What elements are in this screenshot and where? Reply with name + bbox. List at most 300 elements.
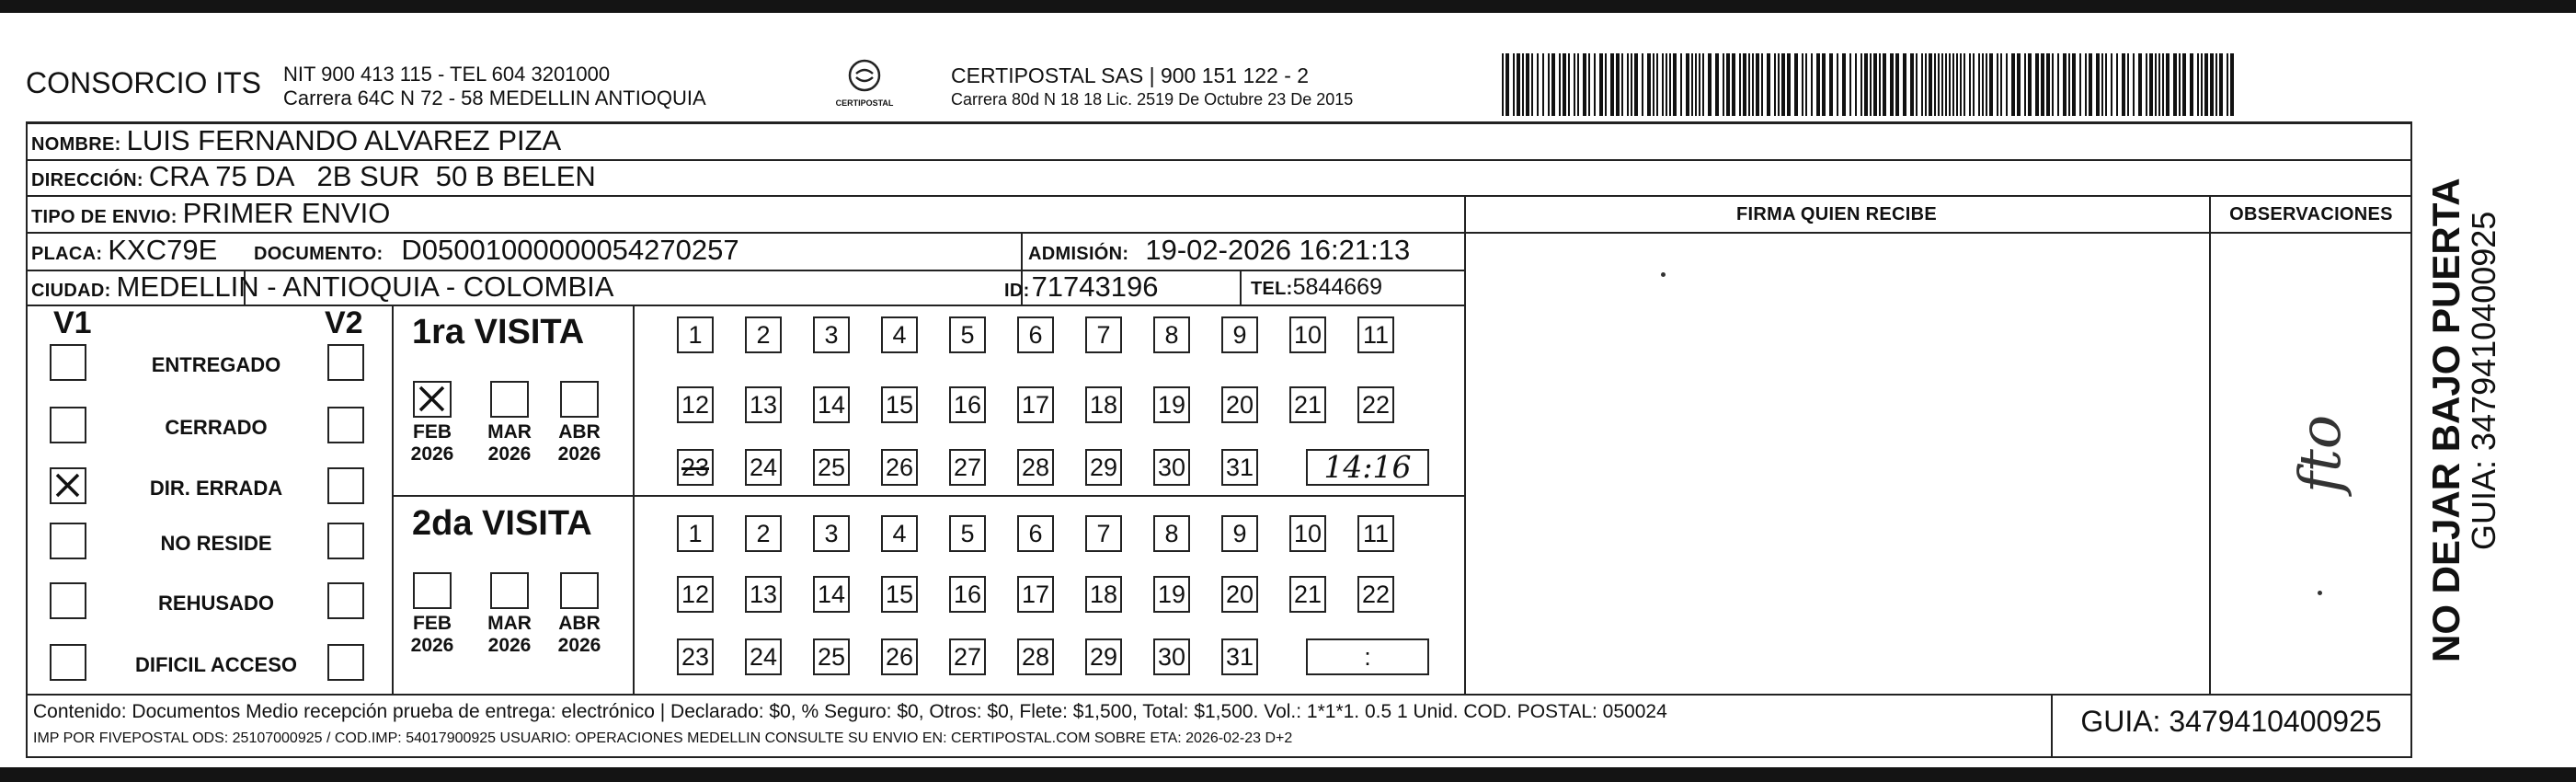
month-checkbox[interactable] — [560, 381, 599, 418]
month-year: 2026 — [487, 635, 532, 656]
barcode-bar — [2146, 53, 2147, 116]
tel-value: 5844669 — [1292, 274, 1382, 300]
tel-field — [1251, 274, 1382, 301]
barcode-bar — [1816, 53, 1820, 116]
status-divider — [392, 305, 394, 696]
day-box[interactable]: 31 — [1221, 449, 1258, 486]
barcode-bar — [1563, 53, 1566, 116]
nombre-label: NOMBRE: — [31, 134, 121, 155]
barcode-bar — [2219, 53, 2223, 116]
v2-checkbox[interactable] — [327, 467, 364, 504]
barcode-bar — [1916, 53, 1918, 116]
barcode-bar — [2024, 53, 2026, 116]
day-box[interactable]: 7 — [1085, 515, 1122, 552]
v1-checkbox[interactable] — [50, 644, 86, 681]
day-box[interactable]: 23 — [677, 449, 714, 486]
day-box[interactable]: 11 — [1357, 316, 1394, 353]
day-box[interactable]: 3 — [813, 515, 850, 552]
ciudad-label: CIUDAD: — [31, 281, 111, 301]
barcode-bar — [2063, 53, 2067, 116]
direccion-value: CRA 75 DA 2B SUR 50 B BELEN — [148, 160, 596, 192]
status-label: DIR. ERRADA — [149, 477, 283, 500]
ciudad-field — [31, 270, 613, 304]
barcode-bar — [1588, 53, 1590, 116]
barcode-bar — [1513, 53, 1515, 116]
barcode-bar — [1895, 53, 1899, 116]
barcode-bar — [2057, 53, 2059, 116]
day-box[interactable]: 2 — [745, 515, 782, 552]
barcode-bar — [2072, 53, 2076, 116]
ink-dot — [2318, 591, 2322, 595]
month-name: FEB — [413, 421, 452, 443]
month-label — [404, 613, 461, 657]
day-box[interactable]: 4 — [881, 316, 918, 353]
month-label — [481, 613, 538, 657]
barcode-bar — [1761, 53, 1763, 116]
v1-checkbox[interactable] — [50, 467, 86, 504]
nombre-value: LUIS FERNANDO ALVAREZ PIZA — [126, 124, 562, 156]
barcode-bar — [1934, 53, 1936, 116]
day-box[interactable]: 24 — [745, 638, 782, 675]
month-year: 2026 — [410, 635, 454, 656]
placa-label: PLACA: — [31, 244, 103, 264]
barcode-bar — [1802, 53, 1803, 116]
tipo-envio-label: TIPO DE ENVIO: — [31, 207, 177, 227]
footer-line — [26, 694, 2412, 696]
v1-checkbox[interactable] — [50, 582, 86, 619]
barcode-bar — [2101, 53, 2103, 116]
barcode-bar — [2122, 53, 2125, 116]
company-nit-line: NIT 900 413 115 - TEL 604 3201000 — [283, 63, 611, 86]
day-box[interactable]: 4 — [881, 515, 918, 552]
v1-checkbox[interactable] — [50, 523, 86, 559]
month-year: 2026 — [487, 443, 532, 465]
visit-separator — [392, 495, 1466, 497]
barcode-bar — [1669, 53, 1671, 116]
barcode-bar — [1599, 53, 1603, 116]
barcode-bar — [1702, 53, 1704, 116]
bottom-scan-border — [0, 767, 2576, 782]
barcode-bar — [2149, 53, 2153, 116]
admision-value: 19-02-2026 16:21:13 — [1145, 234, 1411, 266]
barcode-bar — [1774, 53, 1776, 116]
barcode-bar — [1506, 53, 1509, 116]
id-field — [1004, 270, 1159, 304]
barcode-bar — [1691, 53, 1693, 116]
top-scan-border — [0, 0, 2576, 13]
barcode-bar — [1787, 53, 1791, 116]
day-box[interactable]: 3 — [813, 316, 850, 353]
day-box[interactable]: 2 — [745, 316, 782, 353]
v1-checkbox[interactable] — [50, 407, 86, 443]
barcode-bar — [1621, 53, 1623, 116]
month-checkbox[interactable] — [413, 572, 452, 609]
firma-header: FIRMA QUIEN RECIBE — [1736, 204, 1937, 224]
barcode-bar — [1829, 53, 1833, 116]
day-box[interactable]: 19 — [1153, 386, 1190, 423]
barcode-bar — [1921, 53, 1923, 116]
day-box[interactable]: 21 — [1289, 386, 1326, 423]
barcode-bar — [2190, 53, 2193, 116]
day-box[interactable]: 16 — [949, 386, 986, 423]
certipostal-logo — [832, 57, 897, 108]
day-box[interactable]: 8 — [1153, 316, 1190, 353]
nombre-field — [31, 124, 561, 157]
barcode-bar — [2197, 53, 2199, 116]
day-box[interactable]: 12 — [677, 576, 714, 613]
day-box[interactable]: 7 — [1085, 316, 1122, 353]
day-box[interactable]: 15 — [881, 386, 918, 423]
barcode-bar — [2041, 53, 2044, 116]
day-box[interactable]: 27 — [949, 638, 986, 675]
month-name: ABR — [558, 421, 601, 443]
barcode-bar — [1837, 53, 1838, 116]
barcode-bar — [2000, 53, 2002, 116]
v1-label: V1 — [53, 305, 92, 340]
barcode-bar — [1910, 53, 1914, 116]
day-box[interactable]: 14 — [813, 576, 850, 613]
day-box[interactable]: 5 — [949, 515, 986, 552]
barcode-bar — [1982, 53, 1984, 116]
barcode-bar — [1531, 53, 1533, 116]
direccion-label: DIRECCIÓN: — [31, 170, 143, 190]
status-label: ENTREGADO — [151, 353, 281, 376]
barcode-bar — [2210, 53, 2214, 116]
day-box[interactable]: 1 — [677, 515, 714, 552]
ciudad-value: MEDELLIN - ANTIOQUIA - COLOMBIA — [116, 270, 614, 303]
day-box[interactable]: 28 — [1017, 638, 1054, 675]
barcode-bar — [2017, 53, 2021, 116]
id-label: ID: — [1004, 281, 1030, 301]
barcode-bar — [1949, 53, 1951, 116]
day-box[interactable]: 9 — [1221, 515, 1258, 552]
barcode-bar — [1890, 53, 1894, 116]
documento-field — [254, 234, 739, 267]
day-box[interactable]: 29 — [1085, 638, 1122, 675]
barcode-bar — [2079, 53, 2081, 116]
barcode-bar — [1945, 53, 1947, 116]
tel-divider — [1240, 270, 1242, 306]
barcode-bar — [1631, 53, 1632, 116]
footer-guia: GUIA: 3479410400925 — [2080, 705, 2382, 738]
company-address-line: Carrera 64C N 72 - 58 MEDELLIN ANTIOQUIA — [283, 86, 706, 109]
logo-icon — [846, 57, 883, 94]
barcode-bar — [1781, 53, 1785, 116]
status-label: REHUSADO — [158, 592, 274, 615]
barcode-bar — [1502, 53, 1504, 116]
company-name: CONSORCIO ITS — [26, 66, 262, 99]
month-checkbox[interactable] — [560, 572, 599, 609]
v2-checkbox[interactable] — [327, 407, 364, 443]
barcode-bar — [2155, 53, 2157, 116]
barcode-bar — [2230, 53, 2234, 116]
company-info — [283, 63, 706, 110]
barcode-bar — [1822, 53, 1826, 116]
day-box[interactable]: 25 — [813, 638, 850, 675]
barcode-bar — [2201, 53, 2203, 116]
barcode-bar — [1653, 53, 1654, 116]
day-box[interactable]: 9 — [1221, 316, 1258, 353]
barcode-bar — [1997, 53, 1998, 116]
day-box[interactable]: 10 — [1289, 316, 1326, 353]
visit-title: 1ra VISITA — [412, 313, 585, 351]
barcode-bar — [2182, 53, 2186, 116]
id-value: 71743196 — [1031, 270, 1159, 303]
barcode-bar — [1956, 53, 1958, 116]
time-box[interactable]: : — [1306, 638, 1429, 675]
admision-left-divider — [1021, 232, 1023, 270]
day-box[interactable]: 14 — [813, 386, 850, 423]
day-box[interactable]: 22 — [1357, 576, 1394, 613]
day-box[interactable]: 10 — [1289, 515, 1326, 552]
barcode-bar — [1925, 53, 1927, 116]
barcode-bar — [1732, 53, 1735, 116]
visit-divider — [633, 305, 635, 696]
barcode-bar — [1860, 53, 1862, 116]
barcode-bar — [2227, 53, 2228, 116]
admision-label: ADMISIÓN: — [1028, 244, 1129, 264]
barcode-bar — [1929, 53, 1932, 116]
barcode-bar — [2011, 53, 2015, 116]
documento-value: D05001000000054270257 — [401, 234, 739, 266]
day-box[interactable]: 27 — [949, 449, 986, 486]
day-box[interactable]: 18 — [1085, 386, 1122, 423]
month-label — [481, 421, 538, 466]
month-label — [404, 421, 461, 466]
barcode-bar — [1517, 53, 1520, 116]
day-box[interactable]: 19 — [1153, 576, 1190, 613]
barcode-bar — [1849, 53, 1851, 116]
tel-label: TEL: — [1251, 279, 1293, 299]
month-label — [551, 421, 608, 466]
barcode-bar — [1708, 53, 1712, 116]
barcode-bar — [2162, 53, 2164, 116]
barcode-bar — [1756, 53, 1759, 116]
status-label: CERRADO — [165, 416, 268, 439]
barcode-bar — [1938, 53, 1940, 116]
tracking-barcode — [1502, 53, 2239, 116]
barcode-bar — [2116, 53, 2118, 116]
barcode-bar — [1883, 53, 1886, 116]
side-warning: NO DEJAR BAJO PUERTA — [2424, 178, 2467, 662]
time-box[interactable]: 14:16 — [1306, 449, 1429, 486]
barcode-bar — [2068, 53, 2070, 116]
barcode-bar — [1695, 53, 1697, 116]
day-box[interactable]: 13 — [745, 386, 782, 423]
month-checkbox[interactable] — [413, 381, 452, 418]
placa-value: KXC79E — [108, 234, 218, 266]
barcode-bar — [1989, 53, 1993, 116]
barcode-bar — [1666, 53, 1667, 116]
v2-checkbox[interactable] — [327, 644, 364, 681]
form-bottom-border — [26, 756, 2412, 758]
barcode-bar — [1723, 53, 1724, 116]
barcode-bar — [1726, 53, 1730, 116]
day-box[interactable]: 23 — [677, 638, 714, 675]
direccion-field — [31, 160, 596, 193]
barcode-bar — [2006, 53, 2008, 116]
day-box[interactable]: 21 — [1289, 576, 1326, 613]
barcode-bar — [2204, 53, 2208, 116]
barcode-bar — [1973, 53, 1975, 116]
side-guia: GUIA: 3479410400925 — [2465, 211, 2502, 550]
barcode-bar — [1537, 53, 1539, 116]
day-box[interactable]: 16 — [949, 576, 986, 613]
barcode-bar — [1794, 53, 1798, 116]
barcode-bar — [2111, 53, 2112, 116]
barcode-bar — [1864, 53, 1868, 116]
footer-print-info: IMP POR FIVEPOSTAL ODS: 25107000925 / COD.IMP: 54017900925 USUARIO: OPERACIONES MEDELLIN CONSULTE SU ENVIO EN: CERTIPOSTAL.COM SOBRE ETA: 2026-02-23 D+2 — [33, 730, 1293, 746]
barcode-bar — [1748, 53, 1750, 116]
observaciones-header: OBSERVACIONES — [2229, 204, 2393, 224]
day-box[interactable]: 22 — [1357, 386, 1394, 423]
barcode-bar — [1616, 53, 1620, 116]
day-box[interactable]: 31 — [1221, 638, 1258, 675]
day-box[interactable]: 6 — [1017, 515, 1054, 552]
day-box[interactable]: 29 — [1085, 449, 1122, 486]
barcode-bar — [1699, 53, 1700, 116]
barcode-bar — [1594, 53, 1596, 116]
documento-label: DOCUMENTO: — [254, 244, 384, 264]
row-line — [26, 305, 1465, 306]
month-name: MAR — [487, 421, 532, 443]
day-box[interactable]: 17 — [1017, 576, 1054, 613]
day-box[interactable]: 6 — [1017, 316, 1054, 353]
barcode-bar — [1583, 53, 1586, 116]
day-box[interactable]: 20 — [1221, 576, 1258, 613]
barcode-bar — [1743, 53, 1746, 116]
barcode-bar — [1941, 53, 1943, 116]
month-checkbox[interactable] — [490, 572, 529, 609]
firma-divider — [1464, 195, 1466, 696]
barcode-bar — [1952, 53, 1954, 116]
barcode-bar — [1634, 53, 1638, 116]
barcode-bar — [1642, 53, 1643, 116]
day-box[interactable]: 11 — [1357, 515, 1394, 552]
barcode-bar — [2133, 53, 2135, 116]
v2-checkbox[interactable] — [327, 344, 364, 381]
day-box[interactable]: 20 — [1221, 386, 1258, 423]
form-left-border — [26, 121, 28, 758]
barcode-bar — [2035, 53, 2039, 116]
day-box[interactable]: 12 — [677, 386, 714, 423]
barcode-bar — [1574, 53, 1575, 116]
barcode-bar — [2085, 53, 2087, 116]
barcode-bar — [1960, 53, 1962, 116]
barcode-bar — [2028, 53, 2032, 116]
barcode-bar — [1647, 53, 1651, 116]
observaciones-handwriting: fto — [2286, 414, 2353, 493]
check-x-icon — [52, 469, 84, 501]
barcode-bar — [2096, 53, 2100, 116]
day-box[interactable]: 24 — [745, 449, 782, 486]
barcode-bar — [1526, 53, 1529, 116]
v2-checkbox[interactable] — [327, 523, 364, 559]
tipo-envio-field — [31, 197, 390, 230]
barcode-bar — [2215, 53, 2217, 116]
check-x-icon — [415, 383, 449, 415]
footer-contents: Contenido: Documentos Medio recepción prueba de entrega: electrónico | Declarado: $0, % Seguro: $0, Otros: $0, Flete: $1,500, Total: $1,500. Vol.: 1*1*1. 0.5 1 Unid. COD. POSTAL: 050024 — [33, 701, 1667, 722]
barcode-bar — [1805, 53, 1807, 116]
barcode-bar — [1986, 53, 1987, 116]
barcode-bar — [1811, 53, 1813, 116]
barcode-bar — [2052, 53, 2054, 116]
v2-label: V2 — [325, 305, 363, 340]
month-year: 2026 — [557, 635, 601, 656]
barcode-bar — [2179, 53, 2181, 116]
barcode-bar — [1873, 53, 1877, 116]
day-box[interactable]: 18 — [1085, 576, 1122, 613]
day-box[interactable]: 28 — [1017, 449, 1054, 486]
day-box[interactable]: 25 — [813, 449, 850, 486]
placa-field — [31, 234, 217, 267]
day-box[interactable]: 13 — [745, 576, 782, 613]
courier-nit-line: CERTIPOSTAL SAS | 900 151 122 - 2 — [951, 63, 1310, 87]
barcode-bar — [1559, 53, 1561, 116]
barcode-bar — [2138, 53, 2142, 116]
v2-checkbox[interactable] — [327, 582, 364, 619]
courier-license-line: Carrera 80d N 18 18 Lic. 2519 De Octubre 23 De 2015 — [951, 90, 1354, 109]
barcode-bar — [2089, 53, 2092, 116]
barcode-bar — [1551, 53, 1555, 116]
ink-dot — [1661, 272, 1666, 277]
tipo-envio-value: PRIMER ENVIO — [182, 197, 391, 229]
month-name: MAR — [487, 613, 532, 634]
barcode-bar — [2046, 53, 2050, 116]
visit-title: 2da VISITA — [412, 504, 592, 543]
barcode-bar — [1903, 53, 1906, 116]
day-box[interactable]: 1 — [677, 316, 714, 353]
month-checkbox[interactable] — [490, 381, 529, 418]
barcode-bar — [1855, 53, 1857, 116]
day-box[interactable]: 30 — [1153, 638, 1190, 675]
day-box[interactable]: 26 — [881, 638, 918, 675]
day-box[interactable]: 30 — [1153, 449, 1190, 486]
barcode-bar — [2105, 53, 2107, 116]
barcode-bar — [1568, 53, 1570, 116]
barcode-bar — [1739, 53, 1741, 116]
barcode-bar — [1752, 53, 1754, 116]
barcode-bar — [1656, 53, 1658, 116]
day-box[interactable]: 8 — [1153, 515, 1190, 552]
barcode-bar — [1680, 53, 1682, 116]
day-box[interactable]: 15 — [881, 576, 918, 613]
day-box[interactable]: 17 — [1017, 386, 1054, 423]
barcode-bar — [1842, 53, 1846, 116]
day-box[interactable]: 5 — [949, 316, 986, 353]
v1-checkbox[interactable] — [50, 344, 86, 381]
barcode-bar — [1662, 53, 1664, 116]
barcode-bar — [1673, 53, 1677, 116]
barcode-bar — [1577, 53, 1579, 116]
day-box[interactable]: 26 — [881, 449, 918, 486]
barcode-bar — [1548, 53, 1550, 116]
barcode-bar — [1686, 53, 1689, 116]
barcode-bar — [2166, 53, 2170, 116]
month-name: FEB — [413, 613, 452, 634]
barcode-bar — [1870, 53, 1872, 116]
logo-text: CERTIPOSTAL — [835, 98, 894, 108]
status-label: DIFICIL ACCESO — [134, 653, 297, 676]
barcode-bar — [2158, 53, 2160, 116]
barcode-bar — [2173, 53, 2177, 116]
barcode-bar — [1978, 53, 1980, 116]
barcode-bar — [1778, 53, 1780, 116]
barcode-bar — [1605, 53, 1607, 116]
barcode-bar — [1522, 53, 1524, 116]
barcode-bar — [1969, 53, 1971, 116]
status-label: NO RESIDE — [160, 532, 272, 555]
